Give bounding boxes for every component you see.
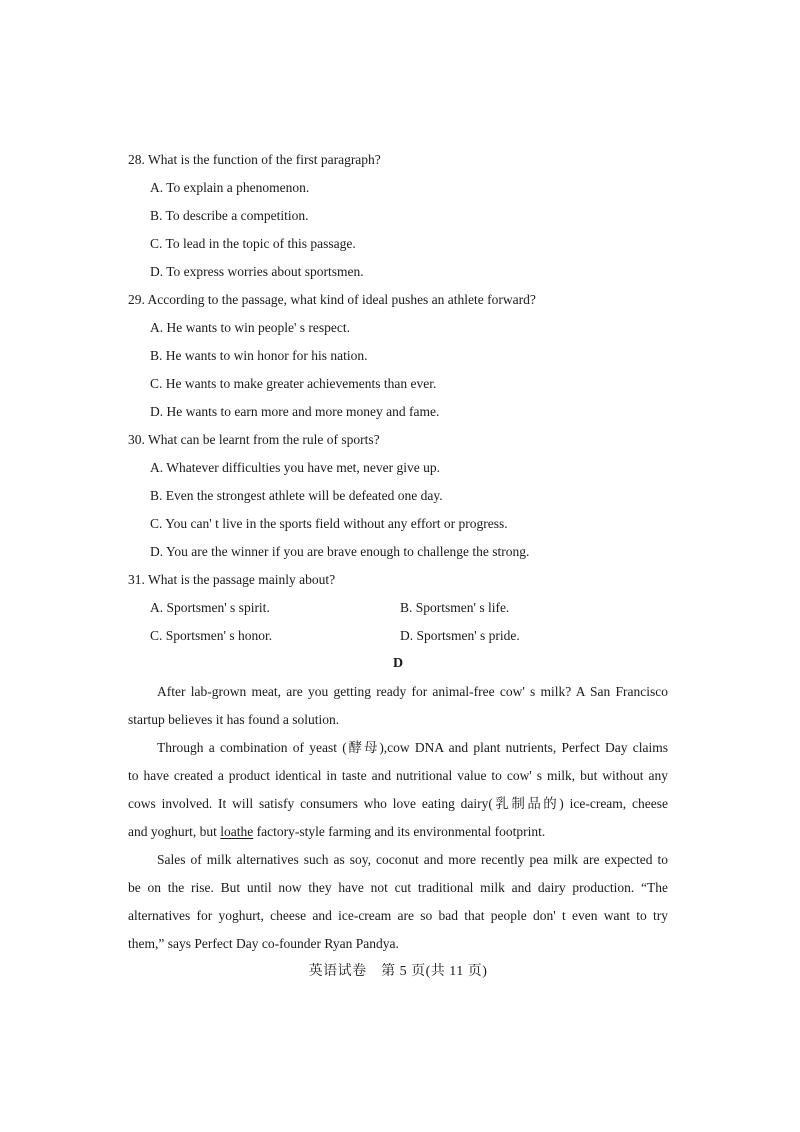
question-29 [128, 286, 668, 426]
option-a: A. Sportsmen' s spirit. [150, 600, 270, 615]
option-c: C. Sportsmen' s honor. [150, 628, 273, 643]
question-stem: 28. What is the function of the first paragraph? [128, 152, 381, 167]
question-31 [128, 566, 668, 650]
text-segment: and yoghurt, but [128, 824, 221, 839]
option-c: C. You can' t live in the sports field without any effort or progress. [150, 516, 508, 531]
page-footer: 英语试卷 第 5 页(共 11 页) [308, 964, 488, 979]
option-d: D. You are the winner if you are brave enough to challenge the strong. [150, 544, 530, 559]
options-row-2 [128, 622, 668, 650]
option-d: D. Sportsmen' s pride. [400, 628, 520, 643]
underlined-word: loathe [220, 824, 254, 839]
option-b: B. To describe a competition. [150, 208, 309, 223]
question-stem: 29. According to the passage, what kind of ideal pushes an athlete forward? [128, 292, 536, 307]
paragraph-line: Through a combination of yeast (酵母),cow DNA and plant nutrients, Perfect Day claims [157, 740, 668, 755]
paragraph-line: be on the rise. But until now they have not cut traditional milk and dairy production. “The [128, 880, 668, 895]
option-a: A. Whatever difficulties you have met, never give up. [150, 460, 441, 475]
option-c: C. He wants to make greater achievements than ever. [150, 376, 437, 391]
option-c: C. To lead in the topic of this passage. [150, 236, 356, 251]
question-30 [128, 426, 668, 566]
passage-paragraph-2 [128, 734, 668, 846]
question-stem: 31. What is the passage mainly about? [128, 572, 336, 587]
paragraph-line: alternatives for yoghurt, cheese and ice-cream are so bad that people don' t even want to try [128, 908, 668, 923]
passage-paragraph-1 [128, 678, 668, 734]
option-b: B. He wants to win honor for his nation. [150, 348, 368, 363]
options-row-1 [128, 594, 668, 622]
question-stem: 30. What can be learnt from the rule of sports? [128, 432, 380, 447]
passage-paragraph-3 [128, 846, 668, 958]
option-d: D. To express worries about sportsmen. [150, 264, 364, 279]
option-b: B. Sportsmen' s life. [400, 600, 510, 615]
paragraph-line: them,” says Perfect Day co-founder Ryan Pandya. [128, 936, 399, 951]
option-d: D. He wants to earn more and more money and fame. [150, 404, 440, 419]
exam-page-content [128, 146, 668, 986]
paragraph-line [128, 818, 668, 846]
paragraph-line: After lab-grown meat, are you getting ready for animal-free cow' s milk? A San Francisco [157, 684, 668, 699]
option-a: A. He wants to win people' s respect. [150, 320, 351, 335]
paragraph-line: Sales of milk alternatives such as soy, coconut and more recently pea milk are expected to [157, 852, 668, 867]
paragraph-line: startup believes it has found a solution. [128, 712, 340, 727]
paragraph-line: cows involved. It will satisfy consumers who love eating dairy(乳制品的) ice-cream, cheese [128, 796, 668, 811]
text-segment: factory-style farming and its environmental footprint. [253, 824, 546, 839]
passage-heading: D [392, 656, 404, 671]
question-28 [128, 146, 668, 286]
option-b: B. Even the strongest athlete will be defeated one day. [150, 488, 443, 503]
paragraph-line: to have created a product identical in taste and nutritional value to cow' s milk, but without any [128, 768, 668, 783]
option-a: A. To explain a phenomenon. [150, 180, 310, 195]
